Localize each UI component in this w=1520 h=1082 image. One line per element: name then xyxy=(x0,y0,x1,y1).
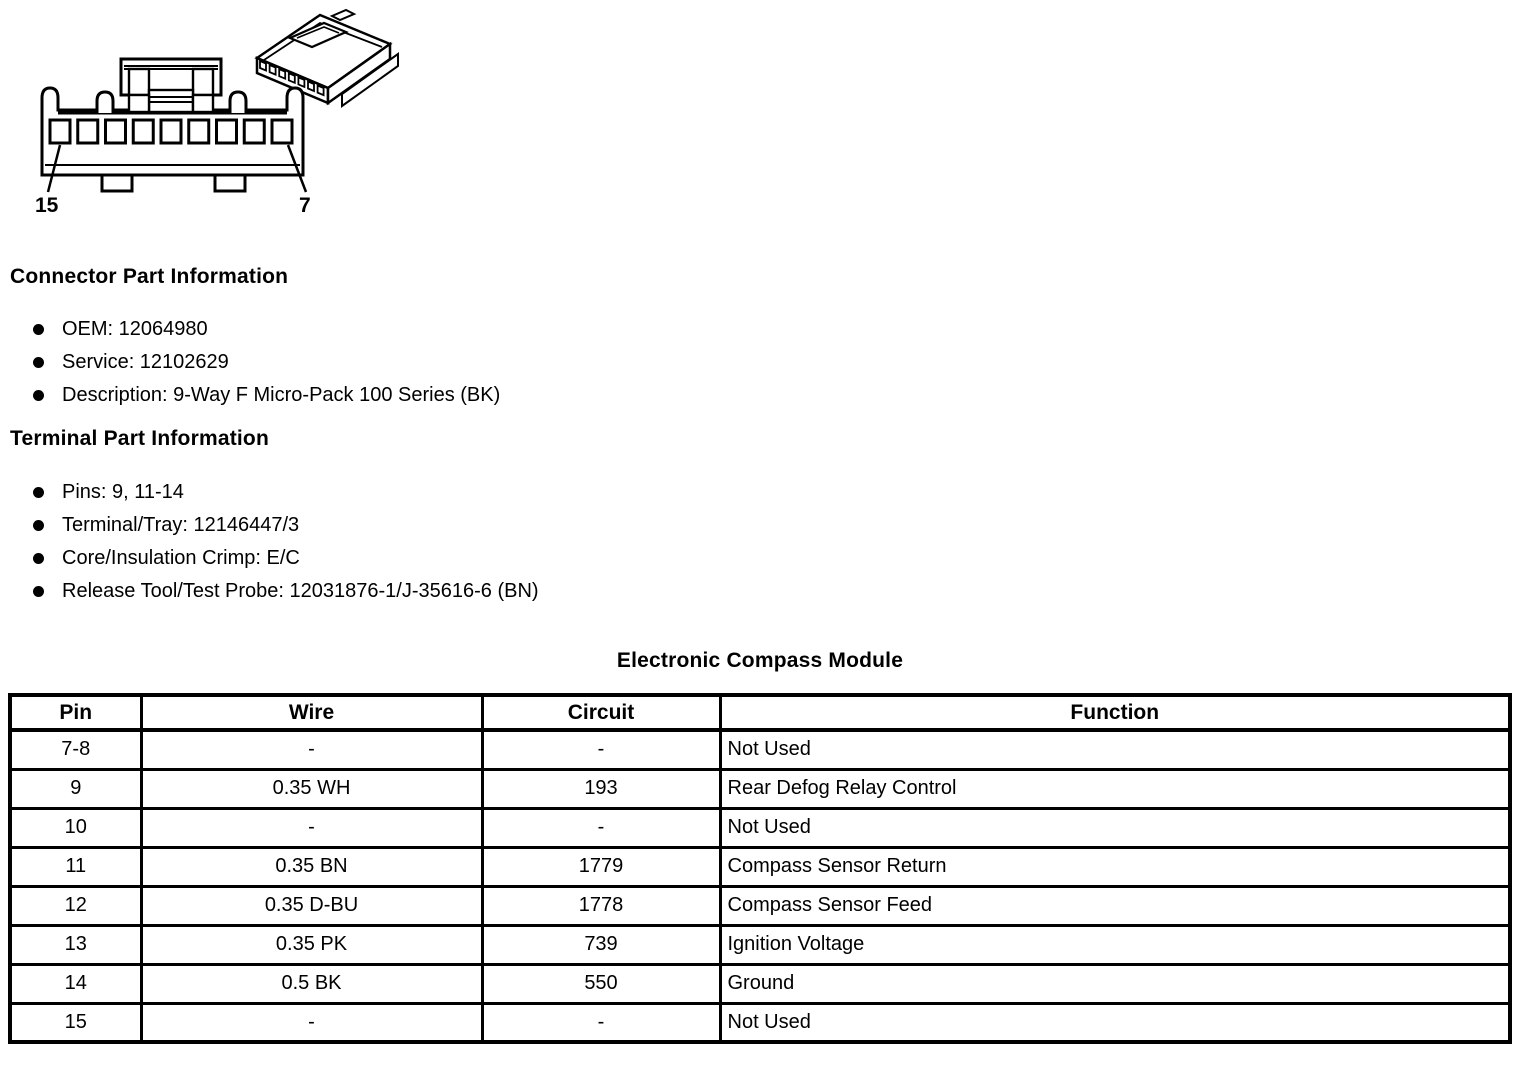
cell-wire: 0.35 PK xyxy=(141,925,482,964)
connector-isometric-view xyxy=(257,10,398,106)
cell-circuit: 550 xyxy=(482,964,720,1003)
list-item-text: Terminal/Tray: 12146447/3 xyxy=(62,514,300,536)
terminal-part-list xyxy=(33,482,539,614)
index-bump xyxy=(230,92,246,113)
pin-cavity xyxy=(217,120,237,143)
cell-pin: 15 xyxy=(10,1003,141,1042)
pin-cavity xyxy=(78,120,98,143)
cell-function: Not Used xyxy=(720,730,1510,769)
cell-wire: - xyxy=(141,808,482,847)
col-header-function: Function xyxy=(720,695,1510,730)
pin-cavity-15 xyxy=(50,120,70,143)
list-item-text: Release Tool/Test Probe: 12031876-1/J-35616-6 (BN) xyxy=(62,580,539,602)
table-row xyxy=(10,847,1510,886)
cell-function: Compass Sensor Feed xyxy=(720,886,1510,925)
list-item xyxy=(33,482,539,503)
pinout-table xyxy=(8,693,1512,1044)
table-header-row xyxy=(10,695,1510,730)
cell-wire: 0.35 D-BU xyxy=(141,886,482,925)
terminal-part-heading: Terminal Part Information xyxy=(10,427,269,450)
list-item xyxy=(33,581,539,602)
pin-cavities xyxy=(50,120,292,143)
list-item-text: Description: 9-Way F Micro-Pack 100 Series (BK) xyxy=(62,384,501,406)
pin-cavity-7 xyxy=(272,120,292,143)
table-row xyxy=(10,1003,1510,1042)
cell-pin: 12 xyxy=(10,886,141,925)
table-row xyxy=(10,925,1510,964)
cell-wire: - xyxy=(141,730,482,769)
cell-function: Compass Sensor Return xyxy=(720,847,1510,886)
cell-function: Ignition Voltage xyxy=(720,925,1510,964)
cell-circuit: 1779 xyxy=(482,847,720,886)
list-item xyxy=(33,385,500,406)
bullet-icon xyxy=(33,324,44,335)
pin-cavity xyxy=(161,120,181,143)
cell-circuit: 193 xyxy=(482,769,720,808)
pin-15-label: 15 xyxy=(35,194,59,217)
cell-wire: 0.35 WH xyxy=(141,769,482,808)
list-item-text: Service: 12102629 xyxy=(62,351,229,373)
list-item xyxy=(33,515,539,536)
cell-function: Rear Defog Relay Control xyxy=(720,769,1510,808)
connector-front-view xyxy=(35,59,311,217)
cell-circuit: - xyxy=(482,730,720,769)
cell-pin: 14 xyxy=(10,964,141,1003)
cell-circuit: 1778 xyxy=(482,886,720,925)
index-bump xyxy=(97,92,113,113)
cell-wire: 0.35 BN xyxy=(141,847,482,886)
table-row xyxy=(10,964,1510,1003)
cell-pin: 10 xyxy=(10,808,141,847)
cell-function: Ground xyxy=(720,964,1510,1003)
cell-wire: 0.5 BK xyxy=(141,964,482,1003)
cell-function: Not Used xyxy=(720,1003,1510,1042)
table-row xyxy=(10,886,1510,925)
bullet-icon xyxy=(33,520,44,531)
table-row xyxy=(10,808,1510,847)
table-title: Electronic Compass Module xyxy=(616,649,904,672)
cell-circuit: - xyxy=(482,1003,720,1042)
bottom-tab xyxy=(102,176,132,191)
pin-cavity xyxy=(244,120,264,143)
list-item-text: Pins: 9, 11-14 xyxy=(62,481,184,503)
col-header-wire: Wire xyxy=(141,695,482,730)
pin-7-label: 7 xyxy=(299,194,311,217)
cell-pin: 7-8 xyxy=(10,730,141,769)
cell-function: Not Used xyxy=(720,808,1510,847)
pin-cavity xyxy=(106,120,126,143)
connector-diagram xyxy=(2,2,402,217)
list-item xyxy=(33,352,500,373)
list-item xyxy=(33,319,500,340)
col-header-pin: Pin xyxy=(10,695,141,730)
bullet-icon xyxy=(33,553,44,564)
connector-part-heading: Connector Part Information xyxy=(10,265,289,288)
bullet-icon xyxy=(33,586,44,597)
latch-assembly xyxy=(121,59,221,112)
bullet-icon xyxy=(33,487,44,498)
cell-pin: 11 xyxy=(10,847,141,886)
cell-circuit: - xyxy=(482,808,720,847)
connector-part-list xyxy=(33,319,500,418)
cell-wire: - xyxy=(141,1003,482,1042)
list-item-text: Core/Insulation Crimp: E/C xyxy=(62,547,300,569)
cell-circuit: 739 xyxy=(482,925,720,964)
col-header-circuit: Circuit xyxy=(482,695,720,730)
pin-cavity xyxy=(133,120,153,143)
table-row xyxy=(10,730,1510,769)
cell-pin: 9 xyxy=(10,769,141,808)
bullet-icon xyxy=(33,390,44,401)
table-row xyxy=(10,769,1510,808)
list-item xyxy=(33,548,539,569)
list-item-text: OEM: 12064980 xyxy=(62,318,208,340)
pin-cavity xyxy=(189,120,209,143)
cell-pin: 13 xyxy=(10,925,141,964)
bullet-icon xyxy=(33,357,44,368)
bottom-tab xyxy=(215,176,245,191)
